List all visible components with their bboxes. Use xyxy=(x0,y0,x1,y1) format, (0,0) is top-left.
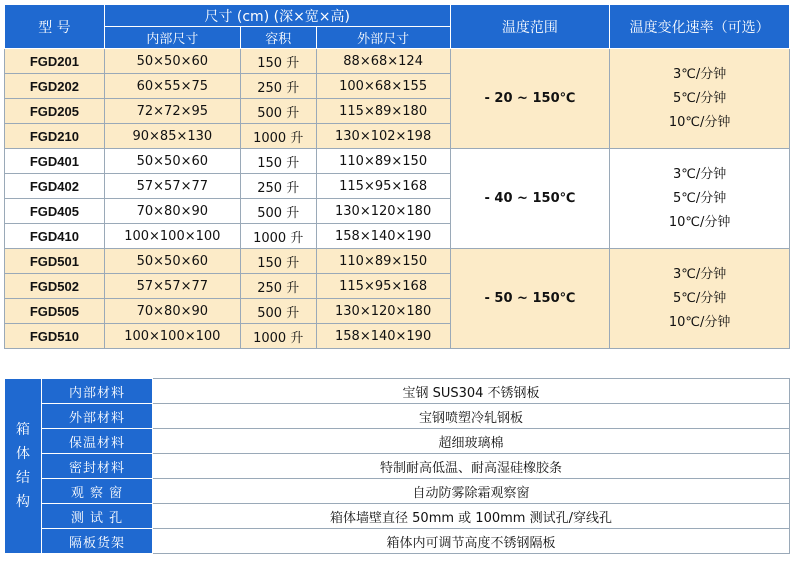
volume-cell: 250 升 xyxy=(240,174,316,199)
table-row xyxy=(5,429,790,454)
structure-value: 超细玻璃棉 xyxy=(153,429,790,454)
structure-label: 隔板货架 xyxy=(42,529,153,554)
rate-option: 5℃/分钟 xyxy=(673,90,727,106)
outer-size-cell: 130×102×198 xyxy=(316,124,450,149)
col-inner-size-header: 内部尺寸 xyxy=(104,27,240,49)
outer-size-cell: 158×140×190 xyxy=(316,224,450,249)
outer-size-cell: 130×120×180 xyxy=(316,199,450,224)
model-cell: FGD202 xyxy=(5,74,105,99)
structure-value: 自动防雾除霜观察窗 xyxy=(153,479,790,504)
temp-range-cell: - 40 ~ 150℃ xyxy=(450,149,610,249)
outer-size-cell: 100×68×155 xyxy=(316,74,450,99)
outer-size-cell: 110×89×150 xyxy=(316,149,450,174)
rate-option: 5℃/分钟 xyxy=(673,290,727,306)
inner-size-cell: 100×100×100 xyxy=(104,224,240,249)
structure-label: 外部材料 xyxy=(42,404,153,429)
outer-size-cell: 115×89×180 xyxy=(316,99,450,124)
rate-option: 10℃/分钟 xyxy=(668,214,731,230)
table-row xyxy=(5,49,790,74)
inner-size-cell: 60×55×75 xyxy=(104,74,240,99)
structure-label: 观 察 窗 xyxy=(42,479,153,504)
outer-size-cell: 115×95×168 xyxy=(316,174,450,199)
structure-label: 测 试 孔 xyxy=(42,504,153,529)
model-cell: FGD501 xyxy=(5,249,105,274)
inner-size-cell: 72×72×95 xyxy=(104,99,240,124)
model-cell: FGD205 xyxy=(5,99,105,124)
model-cell: FGD505 xyxy=(5,299,105,324)
temp-range-cell: - 20 ~ 150℃ xyxy=(450,49,610,149)
rate-cell xyxy=(610,249,790,349)
model-cell: FGD502 xyxy=(5,274,105,299)
outer-size-cell: 115×95×168 xyxy=(316,274,450,299)
volume-cell: 1000 升 xyxy=(240,324,316,349)
table-row xyxy=(5,149,790,174)
volume-cell: 500 升 xyxy=(240,199,316,224)
structure-value: 宝钢 SUS304 不锈钢板 xyxy=(153,379,790,404)
volume-cell: 150 升 xyxy=(240,249,316,274)
inner-size-cell: 70×80×90 xyxy=(104,199,240,224)
model-cell: FGD410 xyxy=(5,224,105,249)
col-volume-header: 容积 xyxy=(240,27,316,49)
inner-size-cell: 57×57×77 xyxy=(104,274,240,299)
structure-label: 密封材料 xyxy=(42,454,153,479)
inner-size-cell: 100×100×100 xyxy=(104,324,240,349)
col-size-header: 尺寸 (cm) (深×宽×高) xyxy=(104,5,450,27)
col-outer-size-header: 外部尺寸 xyxy=(316,27,450,49)
inner-size-cell: 57×57×77 xyxy=(104,174,240,199)
rate-cell xyxy=(610,49,790,149)
rate-option: 10℃/分钟 xyxy=(668,314,731,330)
inner-size-cell: 50×50×60 xyxy=(104,49,240,74)
volume-cell: 150 升 xyxy=(240,49,316,74)
col-rate-header: 温度变化速率（可选） xyxy=(610,5,790,49)
table-row xyxy=(5,529,790,554)
volume-cell: 250 升 xyxy=(240,74,316,99)
inner-size-cell: 50×50×60 xyxy=(104,249,240,274)
inner-size-cell: 90×85×130 xyxy=(104,124,240,149)
rate-option: 3℃/分钟 xyxy=(673,66,727,82)
col-temp-range-header: 温度范围 xyxy=(450,5,610,49)
table-row xyxy=(5,249,790,274)
model-cell: FGD405 xyxy=(5,199,105,224)
volume-cell: 500 升 xyxy=(240,299,316,324)
volume-cell: 250 升 xyxy=(240,274,316,299)
structure-table xyxy=(4,378,790,554)
structure-label: 内部材料 xyxy=(42,379,153,404)
spec-table xyxy=(4,4,790,349)
rate-option: 10℃/分钟 xyxy=(668,114,731,130)
table-row xyxy=(5,379,790,404)
structure-value: 箱体墙壁直径 50mm 或 100mm 测试孔/穿线孔 xyxy=(153,504,790,529)
outer-size-cell: 88×68×124 xyxy=(316,49,450,74)
table-row xyxy=(5,404,790,429)
volume-cell: 150 升 xyxy=(240,149,316,174)
temp-range-cell: - 50 ~ 150℃ xyxy=(450,249,610,349)
rate-option: 3℃/分钟 xyxy=(673,266,727,282)
model-cell: FGD401 xyxy=(5,149,105,174)
model-cell: FGD201 xyxy=(5,49,105,74)
inner-size-cell: 50×50×60 xyxy=(104,149,240,174)
rate-option: 5℃/分钟 xyxy=(673,190,727,206)
structure-value: 箱体内可调节高度不锈钢隔板 xyxy=(153,529,790,554)
structure-side-label: 箱 体 结 构 xyxy=(5,379,42,554)
table-row xyxy=(5,479,790,504)
model-cell: FGD210 xyxy=(5,124,105,149)
volume-cell: 1000 升 xyxy=(240,224,316,249)
inner-size-cell: 70×80×90 xyxy=(104,299,240,324)
volume-cell: 1000 升 xyxy=(240,124,316,149)
outer-size-cell: 110×89×150 xyxy=(316,249,450,274)
outer-size-cell: 158×140×190 xyxy=(316,324,450,349)
table-row xyxy=(5,454,790,479)
structure-label: 保温材料 xyxy=(42,429,153,454)
structure-value: 特制耐高低温、耐高湿硅橡胶条 xyxy=(153,454,790,479)
model-cell: FGD402 xyxy=(5,174,105,199)
col-model-header: 型 号 xyxy=(5,5,105,49)
rate-cell xyxy=(610,149,790,249)
structure-value: 宝钢喷塑冷轧钢板 xyxy=(153,404,790,429)
outer-size-cell: 130×120×180 xyxy=(316,299,450,324)
table-row xyxy=(5,504,790,529)
rate-option: 3℃/分钟 xyxy=(673,166,727,182)
model-cell: FGD510 xyxy=(5,324,105,349)
volume-cell: 500 升 xyxy=(240,99,316,124)
